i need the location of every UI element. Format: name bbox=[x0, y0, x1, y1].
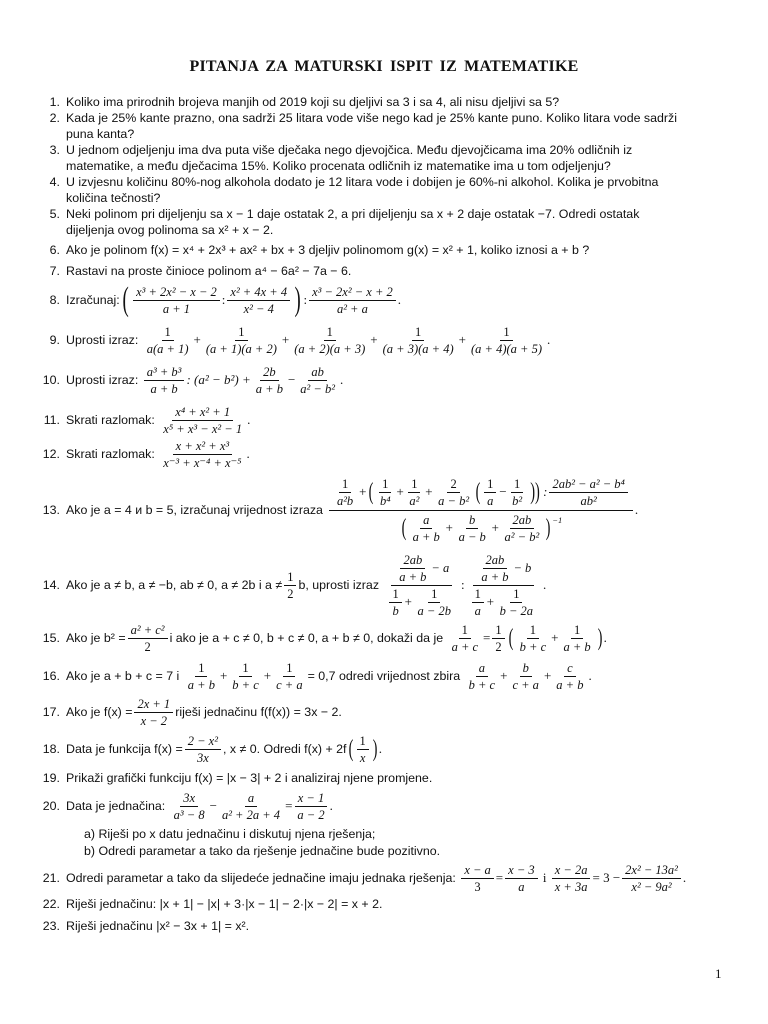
question-number: 3. bbox=[49, 143, 60, 157]
question-4 bbox=[34, 174, 734, 206]
page-title: PITANJA ZA MATURSKI ISPIT IZ MATEMATIKE bbox=[189, 58, 579, 75]
fraction: $\frac{1}{(a + 2)(a + 3)}$ bbox=[294, 324, 366, 356]
question-number: 20. bbox=[42, 799, 60, 813]
question-14: 14. Ako je a ≠ b, a ≠ −b, ab ≠ 0, a ≠ 2b i a ≠ $\frac{1}{2}$ b, uprosti izraz $\frac{2ab}{a + b}$ − a $\frac{1}{b}$ + $\frac{1}{a - 2b}$ : $\frac{2ab}{a + b}$ − b $\frac{1}{a}$ + $\frac{1}{b - 2a}$ . bbox=[34, 552, 734, 618]
question-text-line1: U izvjesnu količinu 80%-nog alkohola dodato je 12 litara vode i dobijen je 60%-ni alkohol. Kolika je prvobitna bbox=[66, 175, 659, 189]
fraction: $\frac{2ab}{a + b}$ − b $\frac{1}{a}$ + $\frac{1}{b - 2a}$ bbox=[467, 553, 541, 618]
question-number: 4. bbox=[49, 175, 60, 189]
question-number: 14. bbox=[42, 578, 60, 592]
question-9: 9. Uprosti izraz: $\frac{1}{a(a + 1)}$ + $\frac{1}{(a + 1)(a + 2)}$ + $\frac{1}{(a + 2)(a + 3)}$ + $\frac{1}{(a + 3)(a + 4)}$ + $\frac{1}{(a + 4)(a + 5)}$ . bbox=[34, 322, 734, 358]
question-number: 17. bbox=[42, 705, 60, 719]
question-number: 2. bbox=[49, 111, 60, 125]
question-20-sub-a bbox=[34, 826, 734, 842]
question-number: 7. bbox=[49, 264, 60, 278]
question-21: 21. Odredi parametar a tako da slijedeće jednačine imaju jednaka rješenja: $\frac{x - a}{3}$ = $\frac{x - 3}{a}$ i $\frac{x - 2a}{x + 3a}$ = 3 − $\frac{\text{2x² − 13a²}}{\text{x² − 9a²}}$ . bbox=[34, 860, 734, 896]
main-fraction: $\frac{1}{\text{a²b}}$ + ( $\frac{1}{\text{b⁴}}$ + $\frac{1}{\text{a²}}$ + $\frac{2}{\text{a − b²}}$ ( $\frac{1}{a}$ − $\frac{1}{\text{b²}}$ )) : $\frac{\text{2ab² − a² − b⁴}}{\text{ab²}}$ ( $\frac{a}{a + b}$ + $\frac{b}{a - b}$ + $\frac{2ab}{\text{a² − b²}}$ ) −1 bbox=[329, 477, 633, 544]
question-number: 1. bbox=[49, 95, 60, 109]
question-number: 6. bbox=[49, 243, 60, 257]
fraction: $\frac{\text{x³ + 2x² − x − 2}}{a + 1}$ bbox=[133, 285, 220, 316]
question-label: Skrati razlomak: bbox=[66, 413, 155, 427]
question-number: 12. bbox=[42, 447, 60, 461]
question-23 bbox=[34, 918, 734, 934]
page-number: 1 bbox=[715, 966, 722, 981]
fraction: $\frac{\text{x + x² + x³}}{\text{x⁻³ + x⁻⁴ + x⁻⁵}}$ bbox=[163, 438, 242, 470]
question-number: 21. bbox=[42, 871, 60, 885]
fraction: $\frac{2b}{a + b}$ bbox=[255, 364, 283, 396]
question-text-line1: Neki polinom pri dijeljenju sa x − 1 daje ostatak 2, a pri dijeljenju sa x + 2 daje ostatak −7. Odredi ostatak bbox=[66, 207, 640, 221]
question-15: 15. Ako je b² = $\frac{\text{a² + c²}}{2}$ i ako je a + c ≠ 0, b + c ≠ 0, a + b ≠ 0, dokaži da je $\frac{1}{a + c}$ = $\frac{1}{2}$ ( $\frac{1}{b + c}$ + $\frac{1}{a + b}$ ) . bbox=[34, 620, 734, 656]
question-20-sub-b bbox=[34, 843, 734, 859]
question-number: 13. bbox=[42, 503, 60, 517]
question-label: Izračunaj: bbox=[66, 293, 120, 307]
question-12: 12. Skrati razlomak: $\frac{\text{x + x² + x³}}{\text{x⁻³ + x⁻⁴ + x⁻⁵}}$ . bbox=[34, 436, 734, 472]
fraction: $\frac{\text{x³ − 2x² − x + 2}}{\text{a² + a}}$ bbox=[309, 285, 396, 316]
fraction: $\frac{1}{a(a + 1)}$ bbox=[146, 324, 189, 356]
question-label: Uprosti izraz: bbox=[66, 333, 139, 347]
question-number: 18. bbox=[42, 742, 60, 756]
question-number: 16. bbox=[42, 669, 60, 683]
fraction: $\frac{\text{x² + 4x + 4}}{\text{x² − 4}}$ bbox=[227, 285, 290, 316]
question-number: 11. bbox=[43, 413, 60, 427]
question-22 bbox=[34, 896, 734, 912]
subquestion-text: b) Odredi parametar a tako da rješenje jednačine bude pozitivno. bbox=[84, 844, 441, 858]
question-label: Uprosti izraz: bbox=[66, 373, 139, 387]
question-number: 19. bbox=[42, 771, 60, 785]
question-20: 20. Data je jednačina: $\frac{3x}{\text{a³ − 8}}$ − $\frac{a}{\text{a² + 2a + 4}}$ = $\frac{x - 1}{a - 2}$ . bbox=[34, 788, 734, 824]
question-text: Ako je a = 4 и b = 5, izračunaj vrijednost izraza bbox=[66, 503, 323, 517]
question-17: 17. Ako je f(x) = $\frac{2x + 1}{x - 2}$ riješi jednačinu f(f(x)) = 3x − 2. bbox=[34, 694, 734, 730]
question-number: 5. bbox=[49, 207, 60, 221]
fraction: $\frac{1}{(a + 4)(a + 5)}$ bbox=[470, 324, 543, 356]
question-text: Ako je polinom f(x) = x⁴ + 2x³ + ax² + bx + 3 djeljiv polinomom g(x) = x² + 1, koliko iznosi a + b ? bbox=[66, 243, 590, 257]
question-text: Riješi jednačinu: |x + 1| − |x| + 3·|x − 1| − 2·|x − 2| = x + 2. bbox=[66, 897, 383, 911]
fraction: $\frac{2ab}{a + b}$ − a $\frac{1}{b}$ + $\frac{1}{a - 2b}$ bbox=[384, 553, 458, 618]
fraction: $\frac{ab}{\text{a² − b²}}$ bbox=[300, 364, 335, 396]
question-text-line2: puna kanta? bbox=[66, 127, 135, 141]
question-number: 23. bbox=[42, 919, 60, 933]
question-13: 13. Ako je a = 4 и b = 5, izračunaj vrijednost izraza $\frac{1}{\text{a²b}}$ + ( $\frac{1}{\text{b⁴}}$ + $\frac{1}{\text{a²}}$ + $\frac{2}{\text{a − b²}}$ ( $\frac{1}{a}$ − $\frac{1}{\text{b²}}$ )) : $\frac{\text{2ab² − a² − b⁴}}{\text{ab²}}$ ( $\frac{a}{a + b}$ + $\frac{b}{a - b}$ + $\frac{2ab}{\text{a² − b²}}$ ) −1 . bbox=[34, 470, 734, 550]
question-6 bbox=[34, 242, 734, 258]
question-18: 18. Data je funkcija f(x) = $\frac{\text{2 − x²}}{3x}$ , x ≠ 0. Odredi f(x) + 2f ( $\frac{1}{x}$ ) . bbox=[34, 731, 734, 767]
question-7 bbox=[34, 263, 734, 279]
question-3 bbox=[34, 142, 734, 174]
question-text-line2: matematike, a među dječacima 15%. Koliko procenata odličnih iz matematike ima u tom odjeljenju? bbox=[66, 159, 611, 173]
fraction: $\frac{1}{(a + 1)(a + 2)}$ bbox=[205, 324, 277, 356]
subquestion-text: a) Riješi po x datu jednačinu i diskutuj njena rješenja; bbox=[84, 827, 376, 841]
question-text-line2: dijeljenja ovog polinoma sa x² + x − 2. bbox=[66, 223, 274, 237]
question-text: Prikaži grafički funkciju f(x) = |x − 3| + 2 i analiziraj njene promjene. bbox=[66, 771, 433, 785]
question-10: 10. Uprosti izraz: $\frac{\text{a³ + b³}}{a + b}$ : (a² − b²) + $\frac{2b}{a + b}$ − $\frac{ab}{\text{a² − b²}}$ . bbox=[34, 362, 734, 398]
question-2 bbox=[34, 110, 734, 142]
question-number: 15. bbox=[42, 631, 60, 645]
question-text-line1: Kada je 25% kante prazno, ona sadrži 25 litara vode više nego kad je 25% kante puno. Koliko litara vode sadrži bbox=[66, 111, 677, 125]
question-text-line2: količina tečnosti? bbox=[66, 191, 161, 205]
fraction: $\frac{\text{x⁴ + x² + 1}}{\text{x⁵ + x³ − x² − 1}}$ bbox=[163, 404, 243, 436]
question-text: Ako je a ≠ b, a ≠ −b, ab ≠ 0, a ≠ 2b i a ≠ bbox=[66, 578, 283, 592]
question-text: Riješi jednačinu |x² − 3x + 1| = x². bbox=[66, 919, 250, 933]
question-11: 11. Skrati razlomak: $\frac{\text{x⁴ + x² + 1}}{\text{x⁵ + x³ − x² − 1}}$ . bbox=[34, 402, 734, 438]
question-number: 10. bbox=[42, 373, 60, 387]
question-5 bbox=[34, 206, 734, 238]
question-16: 16. Ako je a + b + c = 7 i $\frac{1}{a + b}$ + $\frac{1}{b + c}$ + $\frac{1}{c + a}$ = 0,7 odredi vrijednost zbira $\frac{a}{b + c}$ + $\frac{b}{c + a}$ + $\frac{c}{a + b}$ . bbox=[34, 658, 734, 694]
question-text-line1: U jednom odjeljenju ima dva puta više dječaka nego djevojčica. Među djevojčicama ima 20% odličnih iz bbox=[66, 143, 633, 157]
question-text: Koliko ima prirodnih brojeva manjih od 2019 koji su djeljivi sa 3 i sa 4, ali nisu djeljivi sa 5? bbox=[66, 95, 560, 109]
question-number: 9. bbox=[49, 333, 60, 347]
question-text: Rastavi na proste činioce polinom a⁴ − 6a² − 7a − 6. bbox=[66, 264, 352, 278]
question-19 bbox=[34, 770, 734, 786]
question-label: Skrati razlomak: bbox=[66, 447, 155, 461]
question-1 bbox=[34, 94, 734, 110]
question-number: 22. bbox=[42, 897, 60, 911]
fraction: $\frac{1}{(a + 3)(a + 4)}$ bbox=[382, 324, 454, 356]
question-8: 8. Izračunaj: ( $\frac{\text{x³ + 2x² − x − 2}}{a + 1}$ : $\frac{\text{x² + 4x + 4}}{\text{x² − 4}}$ ) : $\frac{\text{x³ − 2x² − x + 2}}{\text{a² + a}}$ . bbox=[34, 282, 734, 318]
question-number: 8. bbox=[49, 293, 60, 307]
fraction: $\frac{\text{a³ + b³}}{a + b}$ bbox=[144, 365, 185, 396]
